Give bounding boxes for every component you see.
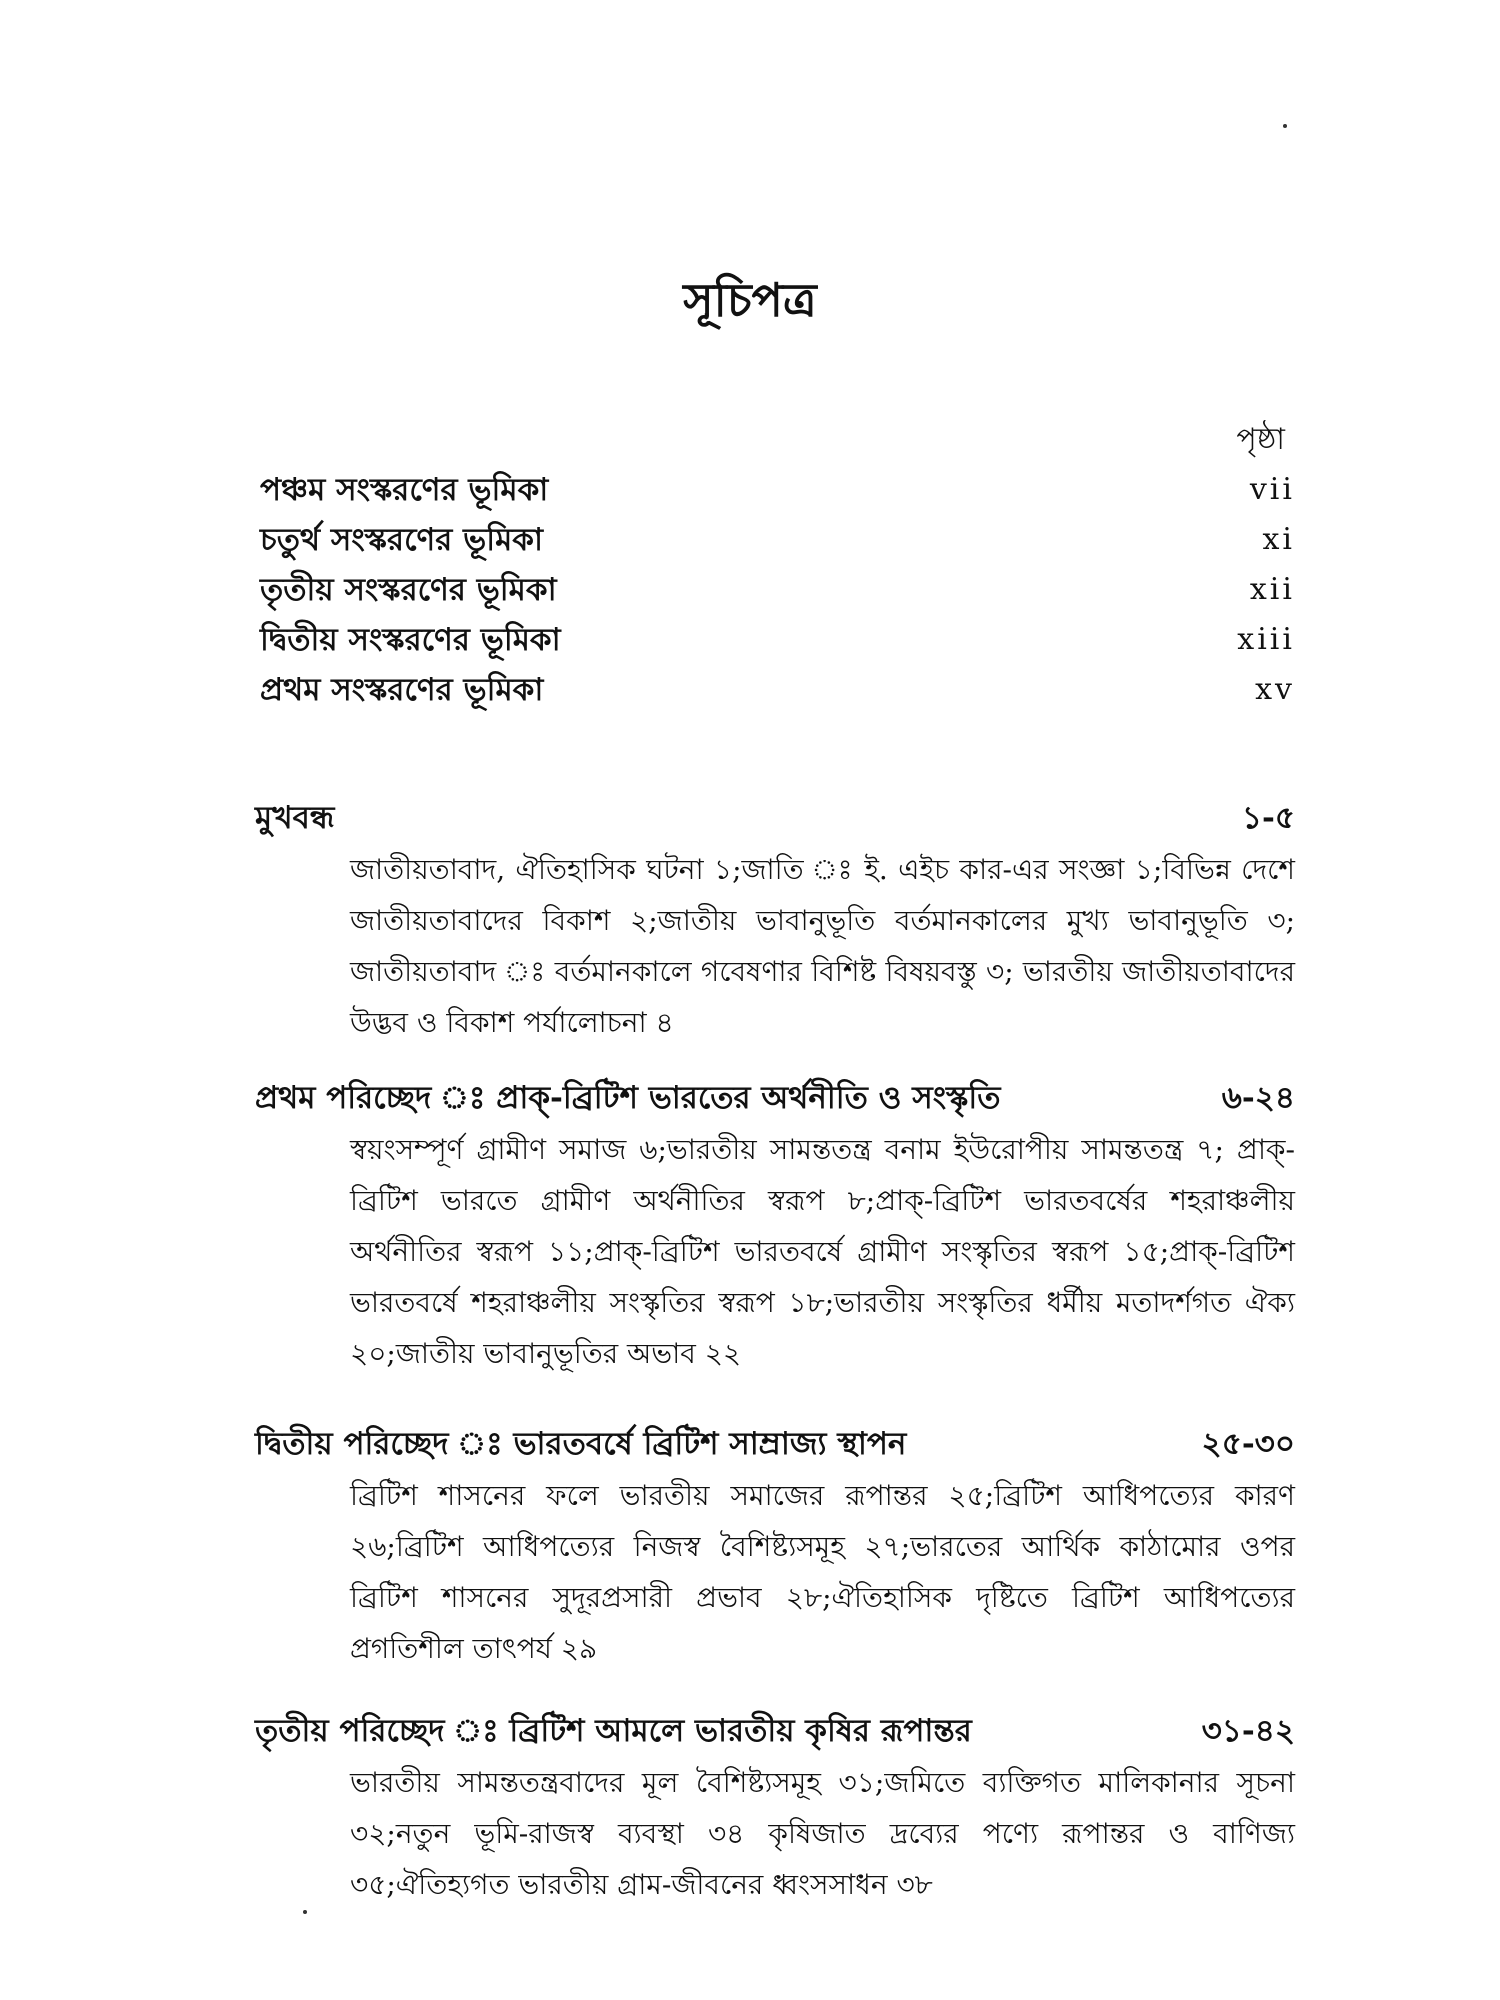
chapter-title: মুখবন্ধ — [255, 800, 335, 836]
scan-speck-top — [1283, 124, 1287, 128]
preface-entry — [260, 615, 1295, 665]
chapter-heading — [255, 792, 1295, 844]
chapter-title: প্রথম পরিচ্ছেদ ঃ প্রাক্‌-ব্রিটিশ ভারতের অর্থনীতি ও সংস্কৃতি — [255, 1080, 1001, 1116]
chapter-description: জাতীয়তাবাদ, ঐতিহাসিক ঘটনা ১;জাতি ঃ ই. এইচ কার-এর সংজ্ঞা ১;বিভিন্ন দেশে জাতীয়তাবাদের বিকাশ ২;জাতীয় ভাবানুভূতি বর্তমানকালের মুখ্য ভাবানুভূতি ৩; জাতীয়তাবাদ ঃ বর্তমানকালে গবেষণার বিশিষ্ট বিষয়বস্তু ৩; ভারতীয় জাতীয়তাবাদের উদ্ভব ও বিকাশ পর্যালোচনা ৪ — [350, 853, 1295, 1039]
preface-entry — [260, 665, 1295, 715]
chapter-entry-first — [255, 1072, 1295, 1379]
preface-page-number: xiii — [1237, 622, 1295, 657]
preface-title: দ্বিতীয় সংস্করণের ভূমিকা — [260, 622, 561, 658]
chapter-entry-second — [255, 1418, 1295, 1674]
preface-page-number: vii — [1249, 472, 1295, 507]
preface-title: চতুর্থ সংস্করণের ভূমিকা — [260, 522, 543, 558]
chapter-heading — [255, 1705, 1295, 1757]
chapter-title: দ্বিতীয় পরিচ্ছেদ ঃ ভারতবর্ষে ব্রিটিশ সাম্রাজ্য স্থাপন — [255, 1426, 907, 1462]
scan-speck-bottom — [303, 1910, 307, 1914]
preface-page-number: xii — [1249, 572, 1295, 607]
chapter-page-range: ৩১-৪২ — [1201, 1713, 1295, 1749]
preface-entry — [260, 465, 1295, 515]
chapter-heading — [255, 1418, 1295, 1470]
chapter-heading — [255, 1072, 1295, 1124]
chapter-description: ব্রিটিশ শাসনের ফলে ভারতীয় সমাজের রূপান্তর ২৫;ব্রিটিশ আধিপত্যের কারণ ২৬;ব্রিটিশ আধিপত্যের নিজস্ব বৈশিষ্ট্যসমূহ ২৭;ভারতের আর্থিক কাঠামোর ওপর ব্রিটিশ শাসনের সুদূরপ্রসারী প্রভাব ২৮;ঐতিহাসিক দৃষ্টিতে ব্রিটিশ আধিপত্যের প্রগতিশীল তাৎপর্য ২৯ — [350, 1479, 1295, 1665]
chapter-title: তৃতীয় পরিচ্ছেদ ঃ ব্রিটিশ আমলে ভারতীয় কৃষির রূপান্তর — [255, 1713, 972, 1749]
page-title: সূচিপত্র — [683, 273, 817, 327]
preface-title: প্রথম সংস্করণের ভূমিকা — [260, 672, 544, 708]
preface-title: তৃতীয় সংস্করণের ভূমিকা — [260, 572, 557, 608]
chapter-page-range: ৬-২৪ — [1221, 1080, 1295, 1116]
chapter-entry-introduction — [255, 792, 1295, 1048]
preface-page-number: xi — [1262, 522, 1295, 557]
chapter-page-range: ১-৫ — [1241, 800, 1295, 836]
chapter-entry-third — [255, 1705, 1295, 1910]
chapter-page-range: ২৫-৩০ — [1201, 1426, 1295, 1462]
preface-entry — [260, 565, 1295, 615]
preface-title: পঞ্চম সংস্করণের ভূমিকা — [260, 472, 549, 508]
chapter-description: স্বয়ংসম্পূর্ণ গ্রামীণ সমাজ ৬;ভারতীয় সামন্ততন্ত্র বনাম ইউরোপীয় সামন্ততন্ত্র ৭; প্রাক্‌-ব্রিটিশ ভারতে গ্রামীণ অর্থনীতির স্বরূপ ৮;প্রাক্‌-ব্রিটিশ ভারতবর্ষের শহরাঞ্চলীয় অর্থনীতির স্বরূপ ১১;প্রাক্‌-ব্রিটিশ ভারতবর্ষে গ্রামীণ সংস্কৃতির স্বরূপ ১৫;প্রাক্‌-ব্রিটিশ ভারতবর্ষে শহরাঞ্চলীয় সংস্কৃতির স্বরূপ ১৮;ভারতীয় সংস্কৃতির ধর্মীয় মতাদর্শগত ঐক্য ২০;জাতীয় ভাবানুভূতির অভাব ২২ — [350, 1133, 1295, 1370]
chapter-description: ভারতীয় সামন্ততন্ত্রবাদের মূল বৈশিষ্ট্যসমূহ ৩১;জমিতে ব্যক্তিগত মালিকানার সূচনা ৩২;নতুন ভূমি-রাজস্ব ব্যবস্থা ৩৪ কৃষিজাত দ্রব্যের পণ্যে রূপান্তর ও বাণিজ্য ৩৫;ঐতিহ্যগত ভারতীয় গ্রাম-জীবনের ধ্বংসসাধন ৩৮ — [350, 1766, 1295, 1901]
preface-entry — [260, 515, 1295, 565]
preface-page-number: xv — [1255, 672, 1295, 707]
page-column-label: পৃষ্ঠা — [1236, 422, 1285, 457]
